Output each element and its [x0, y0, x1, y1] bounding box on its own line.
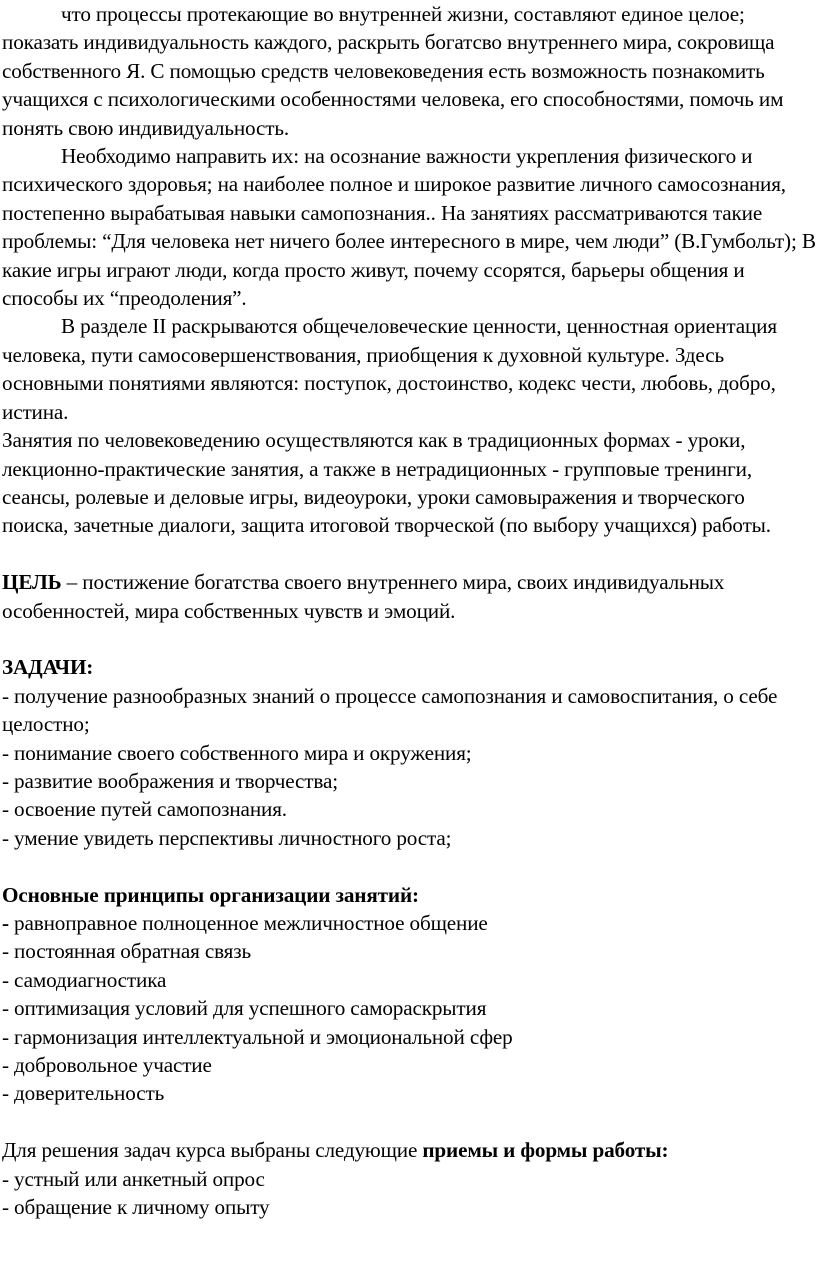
goal-paragraph — [2, 568, 816, 625]
principle-item: - добровольное участие — [2, 1052, 212, 1077]
task-item: - получение разнообразных знаний о процессе самопознания и самовоспитания, о себе целостно; — [2, 683, 778, 737]
paragraph-intro: что процессы протекающие во внутренней жизни, составляют единое целое; показать индивидуальность каждого, раскрыть богатсво внутреннего мира, сокровища собственного Я. С помощью средств человековедения есть возможность познакомить учащихся с психологическими особенностями человека, его способностями, помочь им понять свою индивидуальность. — [2, 2, 784, 140]
paragraph-section-two: В разделе II раскрываются общечеловеческие ценности, ценностная ориентация человека, пути самосовершенствования, приобщения к духовной культуре. Здесь основными понятиями являются: поступок, достоинство, кодекс чести, любовь, добро, истина. — [2, 314, 777, 424]
spacer — [2, 540, 816, 568]
tasks-heading-text: ЗАДАЧИ: — [2, 655, 94, 680]
paragraph-lesson-forms: Занятия по человековедению осуществляются как в традиционных формах - уроки, лекционно-практические занятия, а также в нетрадиционных - групповые тренинги, сеансы, ролевые и деловые игры, видеоуроки, уроки самовыражения и творческого поиска, зачетные диалоги, защита итоговой творческой (по выбору учащихся) работы. — [2, 428, 771, 538]
principle-item: - постоянная обратная связь — [2, 939, 251, 964]
principles-heading-text: Основные принципы организации занятий: — [2, 882, 419, 907]
methods-bold-text: приемы и формы работы: — [422, 1138, 669, 1163]
method-item: - устный или анкетный опрос — [2, 1166, 265, 1191]
principle-item: - гармонизация интеллектуальной и эмоциональной сфер — [2, 1024, 513, 1049]
principle-text: равноправное полноценное межличностное общение — [8, 910, 488, 935]
principle-dash: - — [2, 910, 9, 935]
methods-intro-text: Для решения задач курса выбраны следующие — [2, 1138, 423, 1163]
principle-item: - доверительность — [2, 1081, 165, 1106]
principle-item: - оптимизация условий для успешного самораскрытия — [2, 996, 487, 1021]
methods-intro — [2, 1136, 816, 1164]
task-item: - развитие воображения и творчества; — [2, 768, 338, 793]
spacer — [2, 625, 816, 653]
paragraph-direction: Необходимо направить их: на осознание важности укрепления физического и психического здоровья; на наиболее полное и широкое развитие личного самосознания, постепенно вырабатывая навыки самопознания.. На занятиях рассматриваются такие проблемы: “Для человека нет ничего более интересного в мире, чем люди” (В.Гумбольт); В какие игры играют люди, когда просто живут, почему ссорятся, барьеры общения и способы их “преодоления”. — [2, 144, 816, 311]
spacer — [2, 852, 816, 880]
method-item: - обращение к личному опыту — [2, 1195, 270, 1219]
principle-item — [2, 909, 816, 937]
task-item: - понимание своего собственного мира и окружения; — [2, 740, 472, 765]
tasks-heading — [2, 653, 816, 681]
principle-item: - самодиагностика — [2, 967, 167, 992]
task-item: - освоение путей самопознания. — [2, 797, 287, 822]
principles-heading — [2, 881, 816, 909]
goal-label: ЦЕЛЬ — [2, 570, 62, 595]
goal-text: – постижение богатства своего внутреннего мира, своих индивидуальных особенностей, мира собственных чувств и эмоций. — [2, 570, 725, 623]
spacer — [2, 1108, 816, 1136]
task-item: - умение увидеть перспективы личностного роста; — [2, 825, 452, 850]
